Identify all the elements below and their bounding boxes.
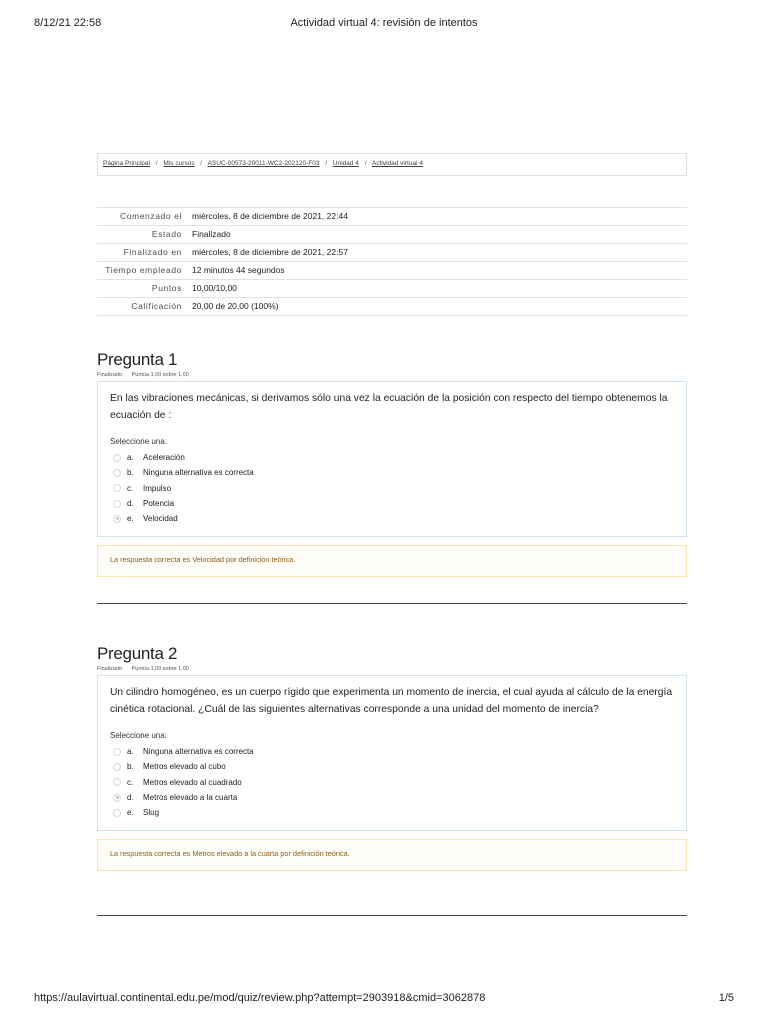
print-datetime: 8/12/21 22:58 bbox=[34, 17, 102, 29]
breadcrumb-course-link[interactable]: ASUC-00573-20011-WC2-202120-F03 bbox=[207, 160, 320, 167]
print-page-number: 1/5 bbox=[718, 992, 734, 1004]
print-header bbox=[34, 17, 734, 31]
question-title: Pregunta 2 bbox=[97, 644, 178, 663]
question-text: Un cilindro homogéneo, es un cuerpo rígido que experimenta un momento de inercia, el cual ayuda al cálculo de la energía cinética rotacional. ¿Cuál de las siguientes alternativas corresponde a una unidad del momento de inercia? bbox=[110, 687, 673, 715]
answer-letter: d. bbox=[127, 499, 134, 509]
radio-button[interactable] bbox=[113, 748, 121, 756]
summary-row-time-taken bbox=[97, 262, 687, 280]
question-divider bbox=[97, 603, 687, 604]
answer-letter: b. bbox=[127, 762, 134, 772]
radio-button[interactable] bbox=[113, 763, 121, 771]
summary-row-state bbox=[97, 226, 687, 244]
summary-label: Calificación bbox=[131, 301, 182, 311]
answer-option[interactable] bbox=[110, 481, 674, 496]
question-info bbox=[97, 666, 687, 672]
answer-text: Metros elevado a la cuarta bbox=[143, 793, 238, 803]
answer-option[interactable] bbox=[110, 465, 674, 480]
breadcrumb-activity-link[interactable]: Actividad virtual 4 bbox=[372, 160, 423, 167]
answer-option[interactable] bbox=[110, 759, 674, 774]
answer-option[interactable] bbox=[110, 450, 674, 465]
summary-label: Puntos bbox=[151, 283, 182, 293]
breadcrumb-separator: / bbox=[200, 160, 203, 167]
question-state: Finalizado bbox=[97, 666, 123, 672]
breadcrumb bbox=[97, 153, 687, 176]
answer-text: Ninguna alternativa es correcta bbox=[143, 468, 254, 478]
breadcrumb-unit-link[interactable]: Unidad 4 bbox=[332, 160, 359, 167]
breadcrumb-my-courses-link[interactable]: Mis cursos bbox=[163, 160, 195, 167]
summary-label: Finalizado en bbox=[123, 247, 182, 257]
answer-letter: a. bbox=[127, 453, 134, 463]
breadcrumb-separator: / bbox=[364, 160, 367, 167]
print-page-title: Actividad virtual 4: revisión de intentos bbox=[290, 17, 478, 29]
answer-text: Potencia bbox=[143, 499, 175, 509]
answer-prompt: Seleccione una: bbox=[110, 731, 167, 740]
answer-text: Impulso bbox=[143, 483, 172, 493]
answer-prompt: Seleccione una: bbox=[110, 437, 167, 446]
summary-row-completed bbox=[97, 244, 687, 262]
answer-text: Metros elevado al cuadrado bbox=[143, 777, 242, 787]
answer-text: Aceleración bbox=[143, 453, 185, 463]
answer-letter: c. bbox=[127, 483, 134, 493]
radio-button[interactable] bbox=[113, 500, 121, 508]
radio-button[interactable] bbox=[113, 778, 121, 786]
summary-value: 12 minutos 44 segundos bbox=[192, 265, 285, 275]
feedback-box: La respuesta correcta es Velocidad por definición teórica. bbox=[97, 545, 687, 577]
answer-option[interactable] bbox=[110, 790, 674, 805]
radio-button[interactable] bbox=[113, 469, 121, 477]
answer-letter: e. bbox=[127, 514, 134, 524]
attempt-summary-table bbox=[97, 207, 687, 316]
question-title: Pregunta 1 bbox=[97, 350, 178, 369]
radio-button[interactable] bbox=[113, 484, 121, 492]
summary-value: Finalizado bbox=[192, 229, 231, 239]
answer-text: Velocidad bbox=[143, 514, 178, 524]
answer-text: Ninguna alternativa es correcta bbox=[143, 747, 254, 757]
summary-label: Comenzado el bbox=[119, 211, 182, 221]
summary-row-started bbox=[97, 208, 687, 226]
breadcrumb-separator: / bbox=[155, 160, 158, 167]
summary-value: miércoles, 8 de diciembre de 2021, 22:44 bbox=[192, 211, 348, 221]
answer-option[interactable] bbox=[110, 511, 674, 526]
summary-value: 20,00 de 20,00 (100%) bbox=[192, 301, 279, 311]
summary-label: Tiempo empleado bbox=[105, 265, 182, 275]
answer-list bbox=[110, 744, 674, 820]
question-divider bbox=[97, 915, 687, 916]
radio-button[interactable] bbox=[113, 794, 121, 802]
breadcrumb-home-link[interactable]: Página Principal bbox=[103, 160, 150, 167]
answer-list bbox=[110, 450, 674, 526]
answer-text: Metros elevado al cubo bbox=[143, 762, 226, 772]
feedback-box: La respuesta correcta es Metros elevado a la cuarta por definición teórica. bbox=[97, 839, 687, 871]
summary-value: 10,00/10,00 bbox=[192, 283, 237, 293]
answer-letter: e. bbox=[127, 808, 134, 818]
summary-label: Estado bbox=[151, 229, 182, 239]
radio-button[interactable] bbox=[113, 515, 121, 523]
answer-letter: b. bbox=[127, 468, 134, 478]
radio-button[interactable] bbox=[113, 454, 121, 462]
radio-button[interactable] bbox=[113, 809, 121, 817]
answer-option[interactable] bbox=[110, 744, 674, 759]
question-score: Puntúa 1,00 sobre 1,00 bbox=[131, 666, 189, 672]
summary-value: miércoles, 8 de diciembre de 2021, 22:57 bbox=[192, 247, 348, 257]
breadcrumb-separator: / bbox=[325, 160, 328, 167]
answer-text: Slug bbox=[143, 808, 160, 818]
summary-row-marks bbox=[97, 280, 687, 298]
answer-option[interactable] bbox=[110, 775, 674, 790]
answer-letter: c. bbox=[127, 777, 134, 787]
answer-letter: d. bbox=[127, 793, 134, 803]
answer-letter: a. bbox=[127, 747, 134, 757]
answer-option[interactable] bbox=[110, 805, 674, 820]
question-content bbox=[97, 675, 687, 831]
print-footer bbox=[34, 992, 734, 1006]
question-state: Finalizado bbox=[97, 372, 123, 378]
question-text: En las vibraciones mecánicas, si derivamos sólo una vez la ecuación de la posición con respecto del tiempo obtenemos la ecuación de : bbox=[110, 393, 668, 421]
question-info bbox=[97, 372, 687, 378]
question-score: Puntúa 1,00 sobre 1,00 bbox=[131, 372, 189, 378]
question-1 bbox=[97, 350, 687, 577]
summary-row-grade bbox=[97, 298, 687, 316]
answer-option[interactable] bbox=[110, 496, 674, 511]
question-2 bbox=[97, 644, 687, 871]
question-content bbox=[97, 381, 687, 537]
print-url: https://aulavirtual.continental.edu.pe/mod/quiz/review.php?attempt=2903918&cmid=3062878 bbox=[34, 992, 486, 1004]
